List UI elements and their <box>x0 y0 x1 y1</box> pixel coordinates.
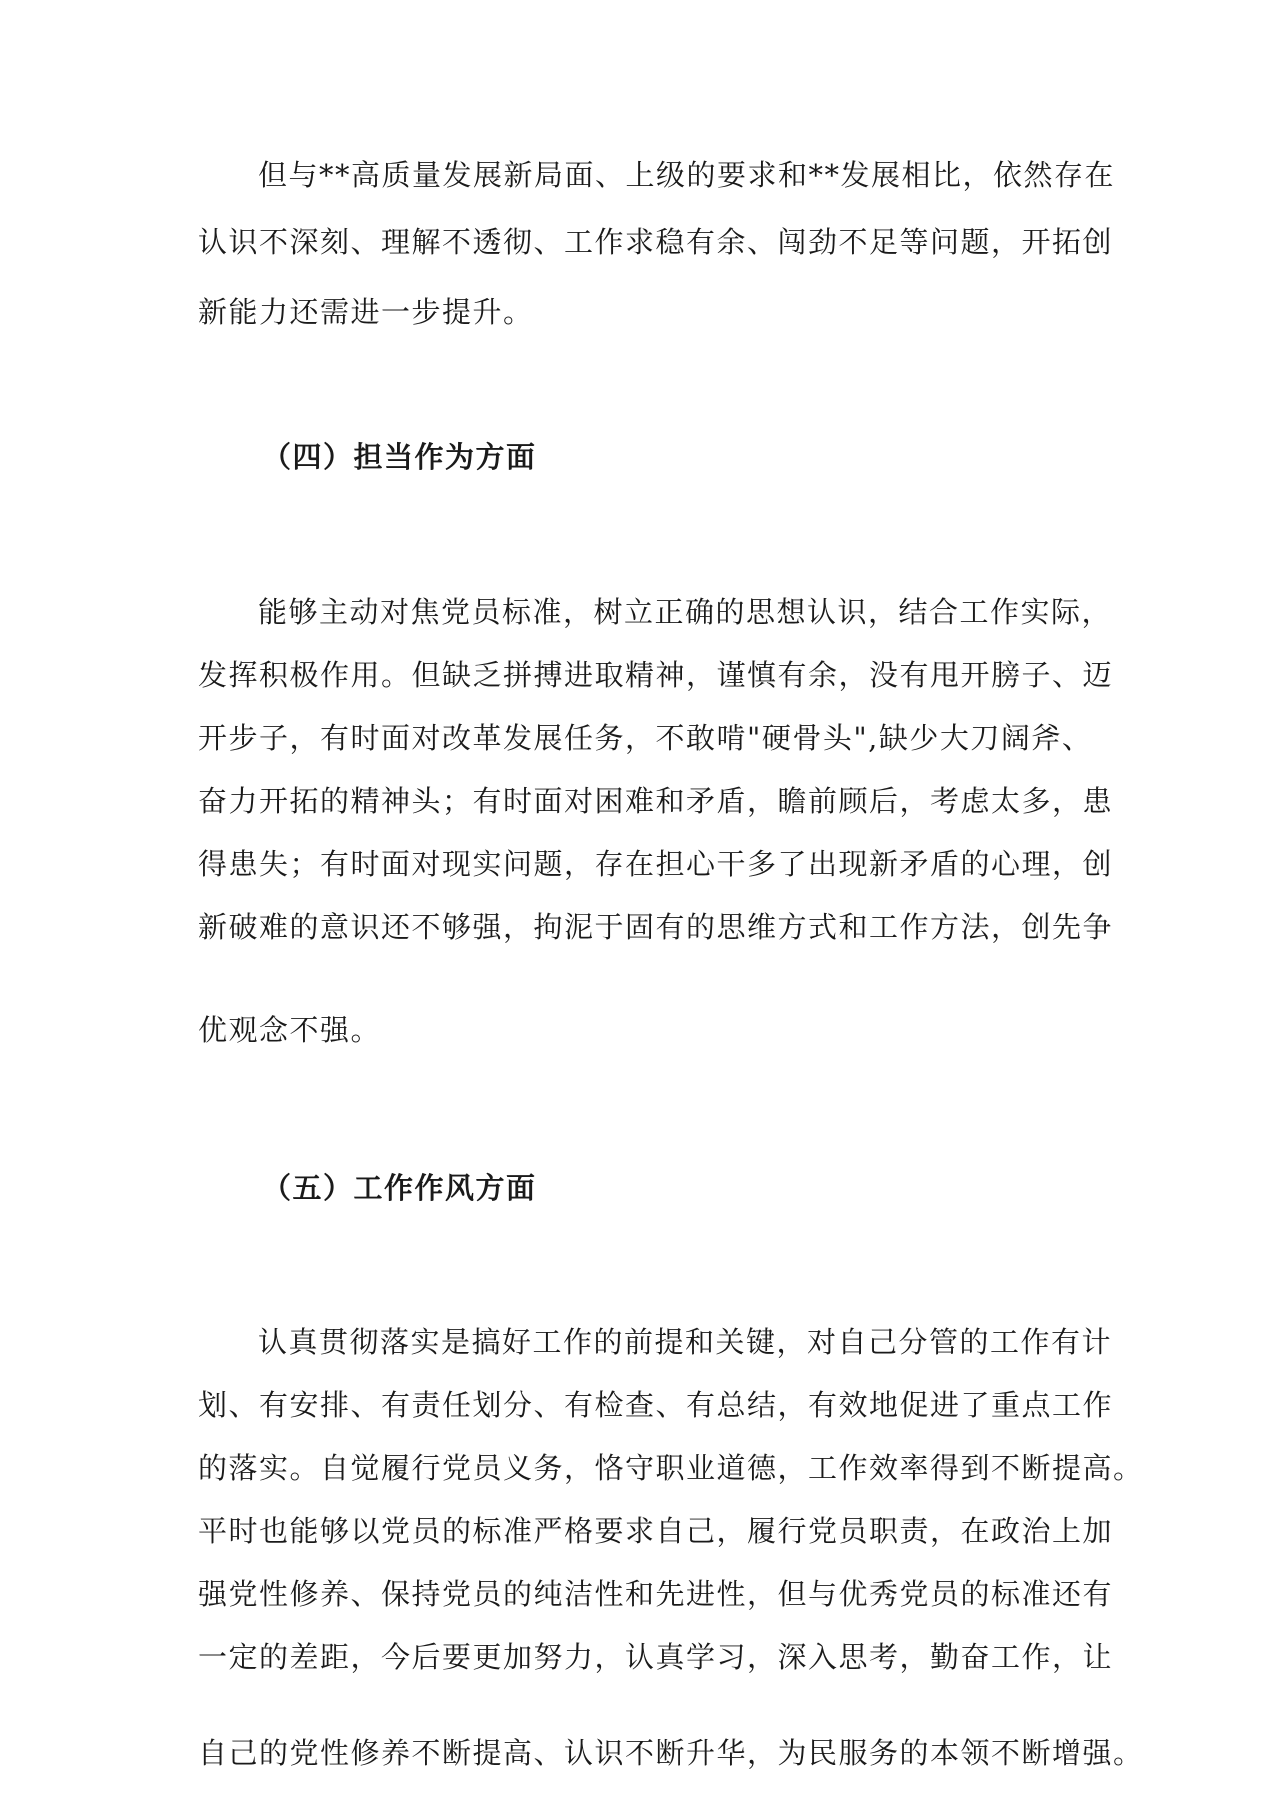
paragraph-3-line-5: 强党性修养、保持党员的纯洁性和先进性，但与优秀党员的标准还有 <box>198 1577 1114 1611</box>
paragraph-2-line-7: 优观念不强。 <box>198 1013 382 1047</box>
paragraph-2-line-6: 新破难的意识还不够强，拘泥于固有的思维方式和工作方法，创先争 <box>198 910 1114 944</box>
paragraph-3-line-7: 自己的党性修养不断提高、认识不断升华，为民服务的本领不断增强。 <box>198 1736 1144 1770</box>
paragraph-2-line-1: 能够主动对焦党员标准，树立正确的思想认识，结合工作实际， <box>258 595 1113 629</box>
paragraph-1-line-3: 新能力还需进一步提升。 <box>198 295 534 329</box>
paragraph-3-line-2: 划、有安排、有责任划分、有检查、有总结，有效地促进了重点工作 <box>198 1388 1114 1422</box>
paragraph-3-line-4: 平时也能够以党员的标准严格要求自己，履行党员职责，在政治上加 <box>198 1514 1114 1548</box>
section-heading-4: （四）担当作为方面 <box>262 440 537 474</box>
paragraph-1-line-1: 但与**高质量发展新局面、上级的要求和**发展相比，依然存在 <box>258 158 1116 192</box>
paragraph-2-line-5: 得患失；有时面对现实问题，存在担心干多了出现新矛盾的心理，创 <box>198 847 1114 881</box>
paragraph-2-line-2: 发挥积极作用。但缺乏拼搏进取精神，谨慎有余，没有甩开膀子、迈 <box>198 658 1114 692</box>
paragraph-1-line-2: 认识不深刻、理解不透彻、工作求稳有余、闯劲不足等问题，开拓创 <box>198 225 1114 259</box>
paragraph-3-line-6: 一定的差距，今后要更加努力，认真学习，深入思考，勤奋工作，让 <box>198 1640 1114 1674</box>
paragraph-2-line-4: 奋力开拓的精神头；有时面对困难和矛盾，瞻前顾后，考虑太多，患 <box>198 784 1114 818</box>
section-heading-5: （五）工作作风方面 <box>262 1171 537 1205</box>
paragraph-2-line-3: 开步子，有时面对改革发展任务，不敢啃"硬骨头",缺少大刀阔斧、 <box>198 721 1093 755</box>
paragraph-3-line-3: 的落实。自觉履行党员义务，恪守职业道德，工作效率得到不断提高。 <box>198 1451 1144 1485</box>
paragraph-3-line-1: 认真贯彻落实是搞好工作的前提和关键，对自己分管的工作有计 <box>258 1325 1113 1359</box>
